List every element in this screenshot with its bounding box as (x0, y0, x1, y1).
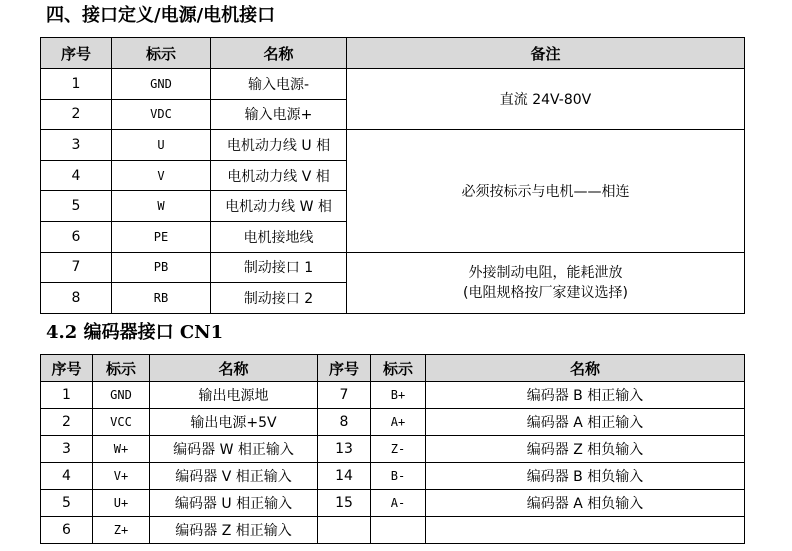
table-row (41, 69, 745, 100)
table-row (41, 252, 745, 283)
header-name: 名称 (426, 355, 745, 382)
table-row (41, 409, 745, 436)
note-brake-line1: 外接制动电阻，能耗泄放 (468, 264, 623, 281)
cell-no: 1 (41, 382, 93, 409)
cell-name: 编码器 A 相负输入 (426, 490, 745, 517)
header-name: 名称 (150, 355, 318, 382)
cell-name: 电机动力线 U 相 (211, 130, 347, 161)
cell-no: 4 (41, 160, 112, 191)
cell-mark: W+ (93, 436, 150, 463)
header-no: 序号 (41, 355, 93, 382)
note-brake (347, 252, 745, 313)
cell-no: 3 (41, 130, 112, 161)
cell-name: 输入电源+ (211, 99, 347, 130)
header-mark: 标示 (93, 355, 150, 382)
cell-mark: PB (112, 252, 211, 283)
cell-no: 8 (41, 283, 112, 314)
header-mark: 标示 (371, 355, 426, 382)
cell-name: 输出电源+5V (150, 409, 318, 436)
cell-name: 制动接口 2 (211, 283, 347, 314)
cell-no: 7 (41, 252, 112, 283)
cell-no: 1 (41, 69, 112, 100)
cell-no: 3 (41, 436, 93, 463)
cell-name: 输入电源- (211, 69, 347, 100)
note-motor: 必须按标示与电机——相连 (347, 130, 745, 252)
cell-mark: VCC (93, 409, 150, 436)
cell-mark: GND (112, 69, 211, 100)
cell-no: 2 (41, 409, 93, 436)
cell-mark: PE (112, 221, 211, 252)
cell-mark (371, 517, 426, 544)
header-no: 序号 (318, 355, 371, 382)
cell-mark: RB (112, 283, 211, 314)
header-note: 备注 (347, 38, 745, 69)
note-brake-line2: (电阻规格按厂家建议选择) (463, 284, 628, 301)
cell-name: 编码器 W 相正输入 (150, 436, 318, 463)
table-row (41, 436, 745, 463)
cell-name: 编码器 Z 相正输入 (150, 517, 318, 544)
cell-name: 编码器 B 相正输入 (426, 382, 745, 409)
cell-no: 5 (41, 191, 112, 222)
cell-no: 2 (41, 99, 112, 130)
cell-no: 5 (41, 490, 93, 517)
cell-name: 编码器 Z 相负输入 (426, 436, 745, 463)
cell-no (318, 517, 371, 544)
table-row (41, 490, 745, 517)
cell-mark: B+ (371, 382, 426, 409)
encoder-interface-table (40, 354, 745, 544)
table-row (41, 517, 745, 544)
table-row (41, 382, 745, 409)
header-no: 序号 (41, 38, 112, 69)
cell-no: 14 (318, 463, 371, 490)
cell-mark: B- (371, 463, 426, 490)
cell-no: 15 (318, 490, 371, 517)
cell-name: 电机动力线 W 相 (211, 191, 347, 222)
cell-mark: V (112, 160, 211, 191)
power-motor-interface-table (40, 37, 745, 314)
cell-mark: GND (93, 382, 150, 409)
cell-mark: V+ (93, 463, 150, 490)
cell-mark: Z+ (93, 517, 150, 544)
cell-no: 8 (318, 409, 371, 436)
cell-mark: W (112, 191, 211, 222)
header-name: 名称 (211, 38, 347, 69)
note-power: 直流 24V-80V (347, 69, 745, 130)
header-mark: 标示 (112, 38, 211, 69)
cell-mark: U+ (93, 490, 150, 517)
cell-mark: VDC (112, 99, 211, 130)
cell-mark: Z- (371, 436, 426, 463)
cell-name: 编码器 V 相正输入 (150, 463, 318, 490)
cell-no: 6 (41, 221, 112, 252)
cell-name: 电机动力线 V 相 (211, 160, 347, 191)
cell-name: 输出电源地 (150, 382, 318, 409)
cell-no: 13 (318, 436, 371, 463)
table-row (41, 130, 745, 161)
cell-no: 4 (41, 463, 93, 490)
cell-name: 编码器 A 相正输入 (426, 409, 745, 436)
cell-mark: U (112, 130, 211, 161)
table-row (41, 463, 745, 490)
table-header-row (41, 38, 745, 69)
section-title-encoder: 4.2 编码器接口 CN1 (46, 322, 224, 343)
cell-name: 编码器 B 相负输入 (426, 463, 745, 490)
cell-mark: A+ (371, 409, 426, 436)
cell-name: 制动接口 1 (211, 252, 347, 283)
cell-no: 7 (318, 382, 371, 409)
cell-name (426, 517, 745, 544)
table-header-row (41, 355, 745, 382)
cell-name: 电机接地线 (211, 221, 347, 252)
cell-mark: A- (371, 490, 426, 517)
section-title-interface: 四、接口定义/电源/电机接口 (46, 5, 276, 26)
cell-no: 6 (41, 517, 93, 544)
cell-name: 编码器 U 相正输入 (150, 490, 318, 517)
